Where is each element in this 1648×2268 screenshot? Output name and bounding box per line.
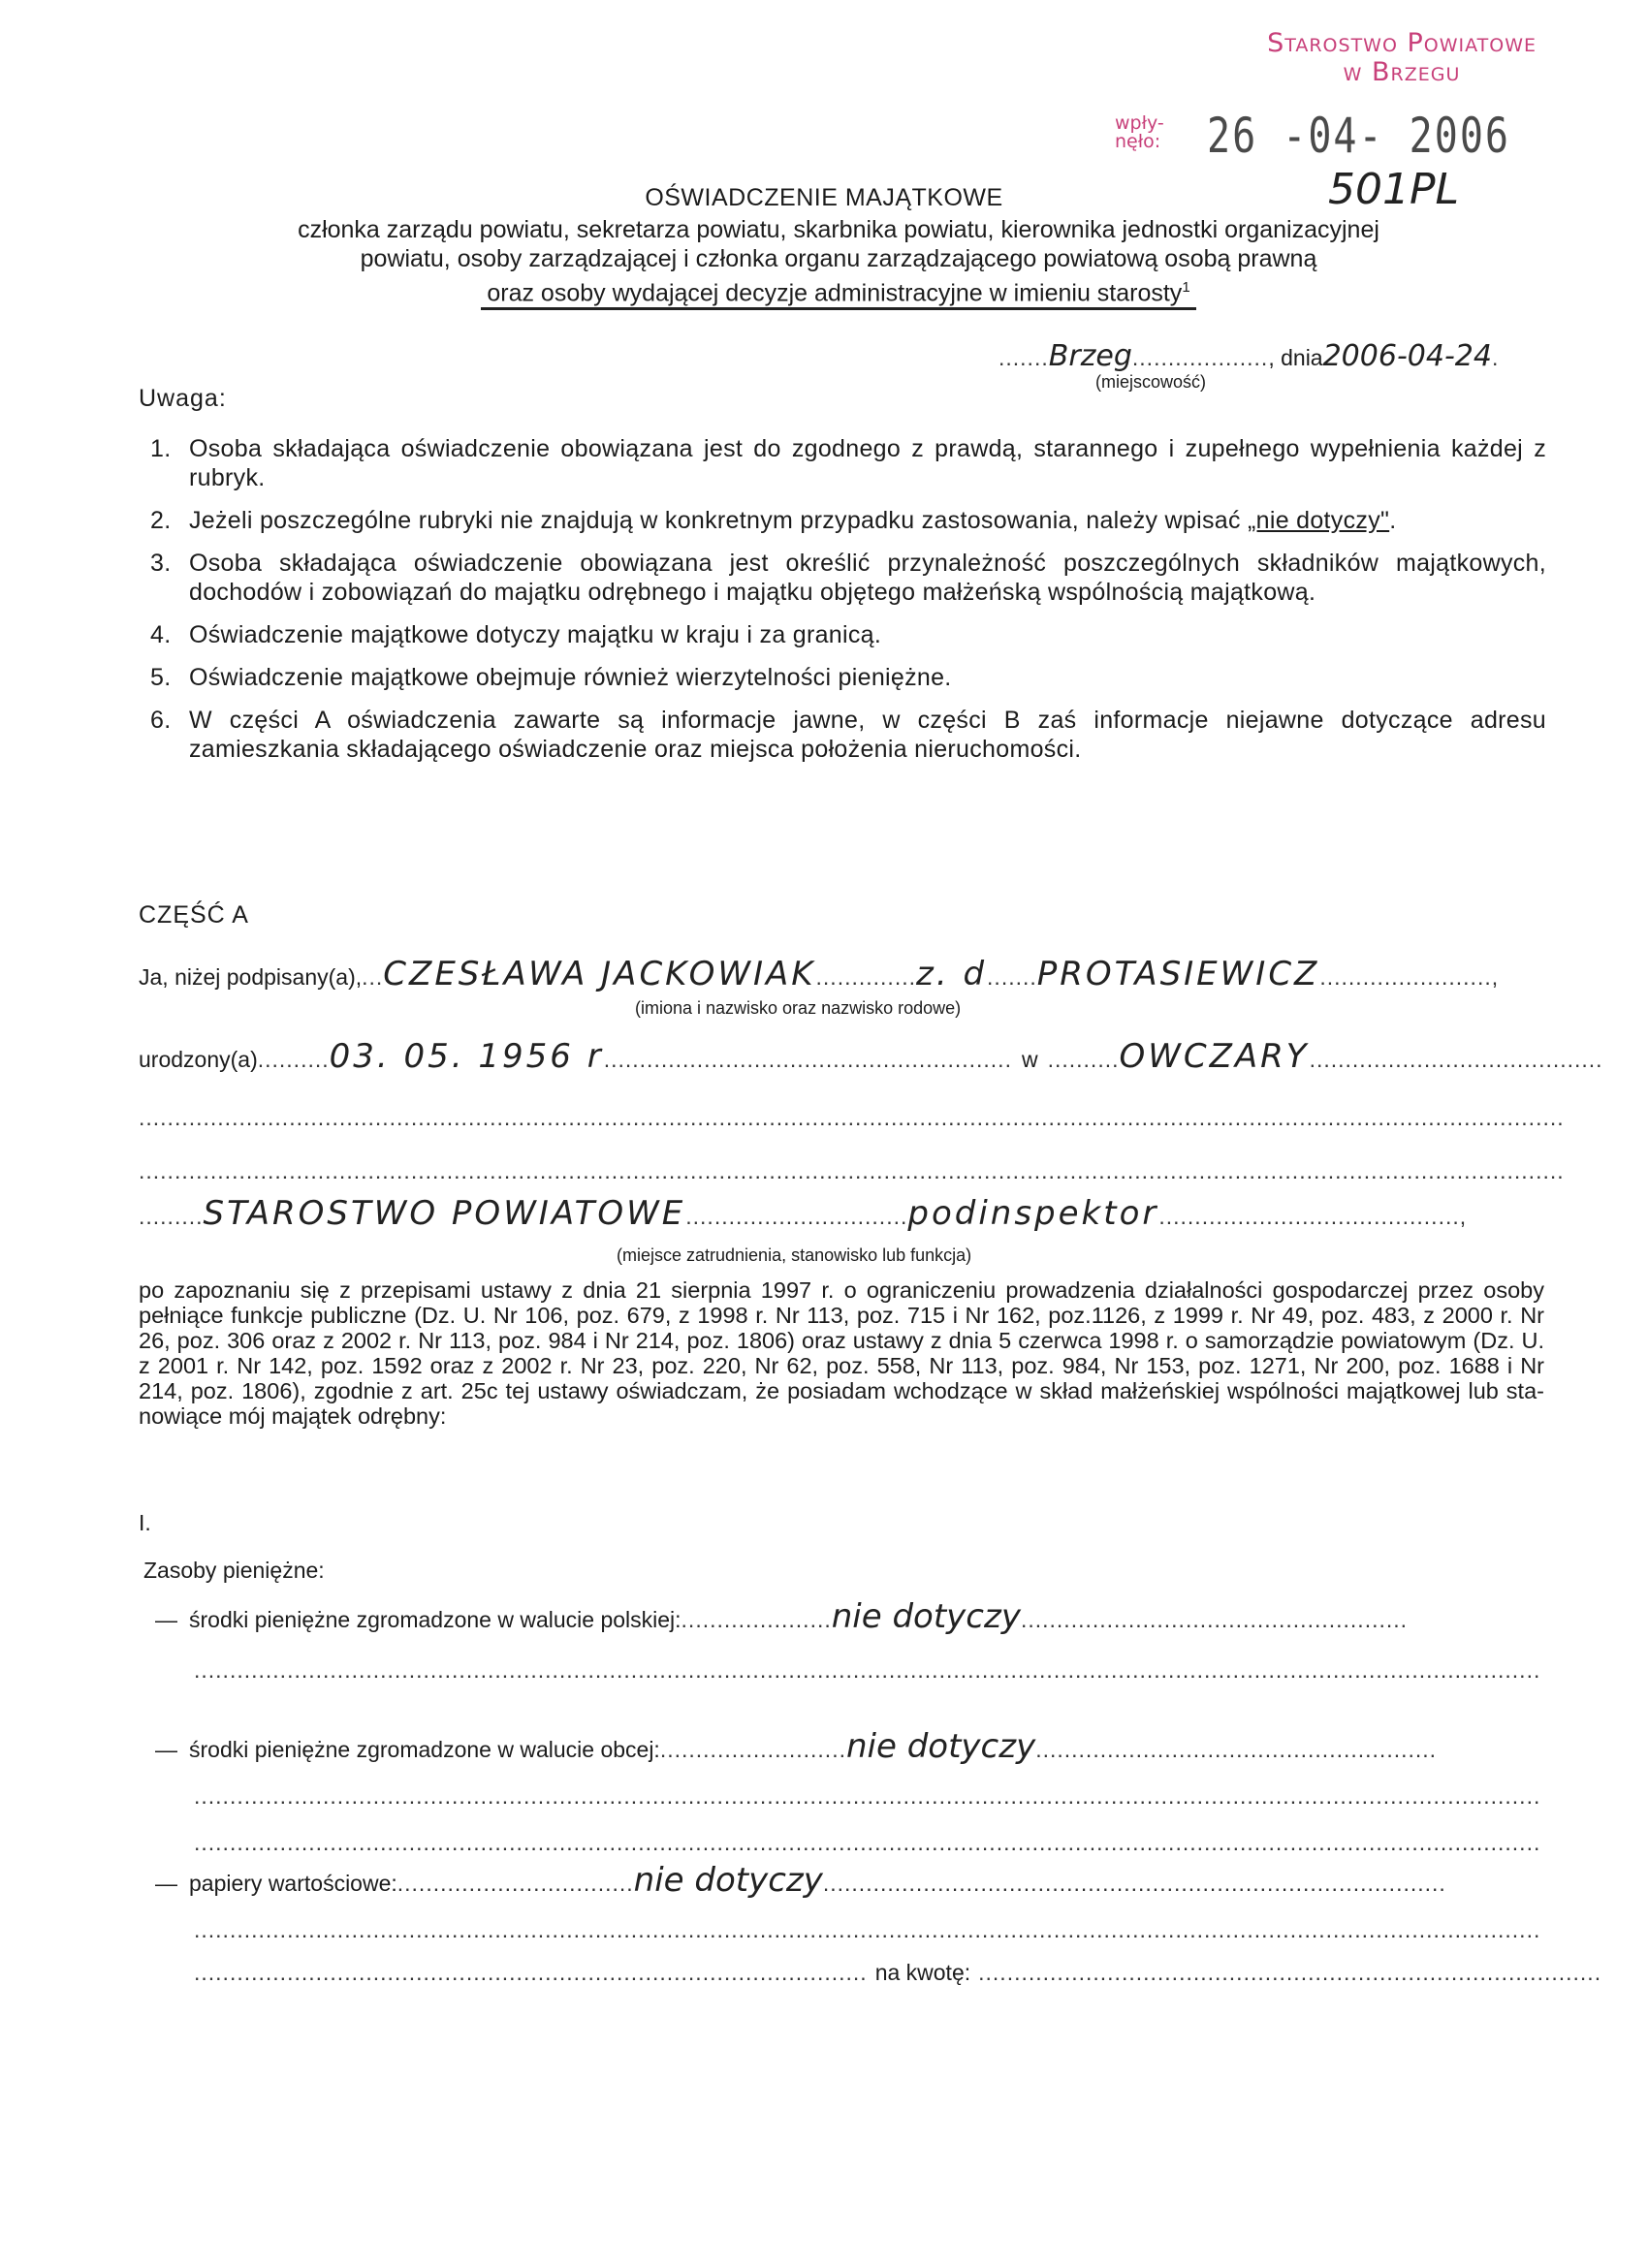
foreign-funds-row: — środki pieniężne zgromadzone w walucie obcej:..........................nie dotyczy........................................................: [155, 1727, 1438, 1766]
birth-date-value: 03. 05. 1956 r: [329, 1037, 604, 1076]
note-item: 5. Oświadczenie majątkowe obejmuje również wierzytelności pieniężne.: [150, 664, 952, 691]
pln-funds-row: — środki pieniężne zgromadzone w walucie polskiej:.....................nie dotyczy......................................................: [155, 1597, 1409, 1636]
amount-row: .............................................................................................. na kwotę: .......................................................................................: [194, 1960, 1602, 1985]
part-a-heading: CZĘŚĆ A: [139, 901, 249, 929]
foreign-funds-label: środki pieniężne zgromadzone w walucie obcej:: [189, 1737, 660, 1762]
blank-line: .......................................................................................................................................................................................................: [139, 1105, 1565, 1130]
stamp-received-date: 26 -04- 2006: [1207, 109, 1510, 165]
document-title: OŚWIADCZENIE MAJĄTKOWE: [645, 184, 1003, 211]
blank-line: .......................................................................................................................................................................................................: [139, 1158, 1565, 1183]
securities-label: papiery wartościowe:: [189, 1871, 397, 1896]
employment-row: .........STAROSTWO POWIATOWE...............................podinspektor..........................................,: [139, 1194, 1468, 1233]
document-subtitle: [174, 215, 1503, 310]
blank-line: ............................................................................................................................................................................................: [194, 1830, 1541, 1855]
foreign-funds-value: nie dotyczy: [845, 1727, 1036, 1766]
signed-label: Ja, niżej podpisany(a),: [139, 964, 363, 990]
place-caption: (miejscowość): [1095, 372, 1207, 392]
note-item: 1. Osoba składająca oświadczenie obowiązana jest do zgodnego z prawdą, starannego i zupełnego wypełnienia każdej z rubryk.: [150, 435, 1546, 491]
amount-label: na kwotę:: [874, 1960, 971, 1985]
subtitle-line3: oraz osoby wydającej decyzje administracyjne w imieniu starosty: [487, 279, 1183, 307]
position-value: podinspektor: [907, 1194, 1159, 1233]
section-roman-i: I.: [139, 1510, 151, 1535]
note-item: 6. W części A oświadczenia zawarte są informacje jawne, w części B zaś informacje niejawne dotyczące adresu zamieszkania składającego oświadczenie oraz miejsca położenia nieruchomości.: [150, 707, 1546, 763]
name-caption: (imiona i nazwisko oraz nazwisko rodowe): [635, 998, 962, 1018]
maiden-name-value: PROTASIEWICZ: [1036, 955, 1320, 993]
blank-line: ............................................................................................................................................................................................: [194, 1657, 1541, 1683]
employer-value: STAROSTWO POWIATOWE: [203, 1194, 686, 1233]
born-label: urodzony(a): [139, 1047, 258, 1072]
subtitle-line3-wrap: [481, 273, 1195, 310]
securities-value: nie dotyczy: [633, 1861, 823, 1900]
stamp-office-line1: Starostwo Powiatowe: [1267, 28, 1537, 58]
notes-list: [145, 434, 1546, 777]
legal-statement: po zapoznaniu się z przepisami ustawy z dnia 21 sierpnia 1997 r. o ograniczeniu prowadzenia działalności gospodarczej przez osoby pełniące funkcje publiczne (Dz. U. Nr 106, poz. 679, z 1998 r. Nr 113, poz. 715 i Nr 162, poz.1126, z 1999 r. Nr 49, poz. 483, z 2000 r. Nr 26, poz. 306 oraz z 2002 r. Nr 113, poz. 984 i Nr 214, poz. 1806) oraz ustawy z dnia 5 czerwca 1998 r. o samorządzie powiatowym (Dz. U. z 2001 r. Nr 142, poz. 1592 oraz z 2002 r. Nr 23, poz. 220, Nr 62, poz. 558, Nr 113, poz. 984, Nr 153, poz. 1271, Nr 200, poz. 1688 i Nr 214, poz. 1806), zgodnie z art. 25c tej ustawy oświadczam, że posiadam wchodzące w skład małżeńskiej wspólności majątkowej lub stanowiące mój majątek odrębny:: [139, 1277, 1544, 1429]
registration-number: 501PL: [1328, 165, 1460, 214]
subtitle-line1: członka zarządu powiatu, sekretarza powiatu, skarbnika powiatu, kierownika jednostki organizacyjnej: [298, 216, 1379, 243]
stamp-received-label: wpły- nęło:: [1115, 112, 1164, 152]
note-item: 3. Osoba składająca oświadczenie obowiązana jest określić przynależność poszczególnych składników majątkowych, dochodów i zobowiązań do majątku odrębnego i majątku objętego małżeńską wspólnością majątkową.: [150, 550, 1546, 606]
day-label: , dnia: [1268, 345, 1323, 370]
pln-funds-value: nie dotyczy: [831, 1597, 1021, 1636]
born-row: urodzony(a)..........03. 05. 1956 r......................................................... w ..........OWCZARY.........................................: [139, 1037, 1603, 1076]
blank-line: ............................................................................................................................................................................................: [194, 1783, 1541, 1809]
place-value: Brzeg: [1048, 339, 1132, 373]
notes-heading: Uwaga:: [139, 385, 227, 412]
employment-caption: (miejsce zatrudnienia, stanowisko lub funkcja): [617, 1245, 972, 1265]
note-item: 4. Oświadczenie majątkowe dotyczy majątku w kraju i za granicą.: [150, 621, 882, 648]
office-stamp: [1267, 29, 1537, 87]
subtitle-line2: powiatu, osoby zarządzającej i członka organu zarządzającego powiatową osobą prawną: [360, 245, 1317, 272]
in-label: w: [1021, 1047, 1038, 1072]
date-value: 2006-04-24: [1322, 339, 1492, 373]
securities-row: — papiery wartościowe:.................................nie dotyczy.......................................................................................: [155, 1861, 1446, 1900]
signed-row: Ja, niżej podpisany(a),...CZESŁAWA JACKOWIAK..............z. d.......PROTASIEWICZ........................,: [139, 955, 1500, 993]
blank-line: ............................................................................................................................................................................................: [194, 1917, 1541, 1942]
stamp-office-line2: w Brzegu: [1343, 57, 1461, 87]
pln-funds-label: środki pieniężne zgromadzone w walucie polskiej:: [189, 1607, 681, 1632]
note-item: 2. Jeżeli poszczególne rubryki nie znajdują w konkretnym przypadku zastosowania, należy wpisać „nie dotyczy".: [150, 507, 1397, 534]
place-date-line: .......Brzeg..................., dnia2006-04-24.: [998, 339, 1500, 373]
birthplace-value: OWCZARY: [1119, 1037, 1310, 1076]
maiden-prefix: z. d: [916, 955, 988, 993]
footnote-ref: 1: [1182, 279, 1190, 296]
cash-resources-heading: Zasoby pieniężne:: [143, 1558, 325, 1583]
name-value: CZESŁAWA JACKOWIAK: [383, 955, 816, 993]
